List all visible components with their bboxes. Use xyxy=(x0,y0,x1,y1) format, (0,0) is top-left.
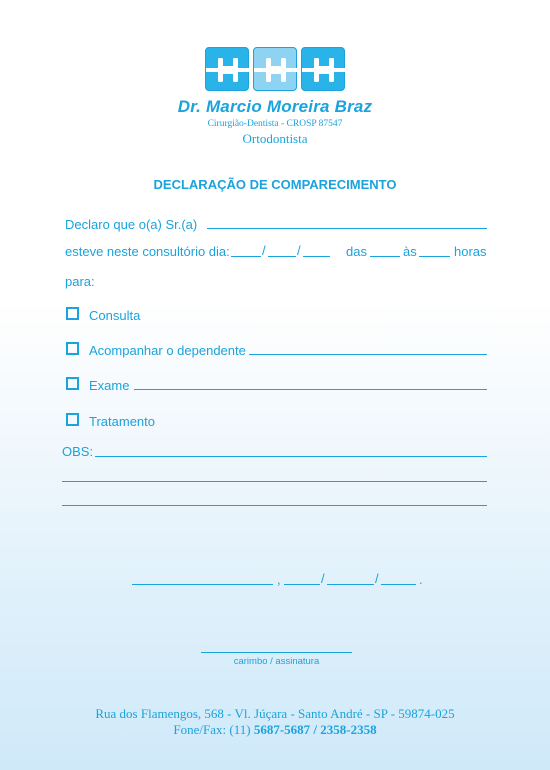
year-field-line[interactable] xyxy=(303,256,330,257)
exame-label: Exame xyxy=(89,378,130,393)
patient-name-line[interactable] xyxy=(207,228,487,229)
day-field-line[interactable] xyxy=(231,256,261,257)
exame-detail-line[interactable] xyxy=(134,389,487,390)
document-title: DECLARAÇÃO DE COMPARECIMENTO xyxy=(153,177,397,192)
clinic-phone xyxy=(0,722,550,738)
signature-label: carimbo / assinatura xyxy=(233,656,320,667)
doctor-name: Dr. Marcio Moreira Braz xyxy=(177,97,373,116)
end-time-line[interactable] xyxy=(419,256,450,257)
place-period: . xyxy=(419,572,423,587)
place-comma: , xyxy=(277,572,281,587)
date-separator: / xyxy=(262,243,266,258)
month-field-line[interactable] xyxy=(268,256,296,257)
doctor-specialty: Ortodontista xyxy=(242,131,308,146)
dependente-name-line[interactable] xyxy=(249,354,487,355)
declaro-label: Declaro que o(a) Sr.(a) xyxy=(65,217,198,232)
das-label: das xyxy=(346,244,367,259)
tooth-bracket-icon xyxy=(301,47,345,91)
date-separator: / xyxy=(297,243,301,258)
tooth-bracket-icon xyxy=(253,47,297,91)
tooth-bracket-icon xyxy=(205,47,249,91)
tratamento-checkbox[interactable] xyxy=(66,413,79,426)
acompanhar-label: Acompanhar o dependente xyxy=(89,343,246,358)
as-label: às xyxy=(403,244,417,259)
tratamento-label: Tratamento xyxy=(89,414,155,429)
obs-line[interactable] xyxy=(62,505,487,506)
signature-line[interactable] xyxy=(201,652,352,653)
sign-month-line[interactable] xyxy=(327,584,374,585)
consulta-checkbox[interactable] xyxy=(66,307,79,320)
horas-label: horas xyxy=(454,244,487,259)
acompanhar-checkbox[interactable] xyxy=(66,342,79,355)
city-line[interactable] xyxy=(132,584,273,585)
visit-date-label: esteve neste consultório dia: xyxy=(65,244,230,259)
date-separator: / xyxy=(375,571,379,586)
obs-line[interactable] xyxy=(95,456,487,457)
sign-year-line[interactable] xyxy=(381,584,416,585)
date-separator: / xyxy=(321,571,325,586)
doctor-credentials: Cirurgião-Dentista - CROSP 87547 xyxy=(207,119,343,129)
exame-checkbox[interactable] xyxy=(66,377,79,390)
start-time-line[interactable] xyxy=(370,256,400,257)
phone-prefix: Fone/Fax: (11) xyxy=(173,722,254,737)
obs-line[interactable] xyxy=(62,481,487,482)
phone-numbers: 5687-5687 / 2358-2358 xyxy=(253,722,377,737)
para-label: para: xyxy=(65,274,95,289)
sign-day-line[interactable] xyxy=(284,584,320,585)
consulta-label: Consulta xyxy=(89,308,141,323)
clinic-address: Rua dos Flamengos, 568 - Vl. Júçara - Santo André - SP - 59874-025 xyxy=(95,706,455,721)
clinic-logo xyxy=(205,47,345,93)
obs-label: OBS: xyxy=(62,444,94,459)
